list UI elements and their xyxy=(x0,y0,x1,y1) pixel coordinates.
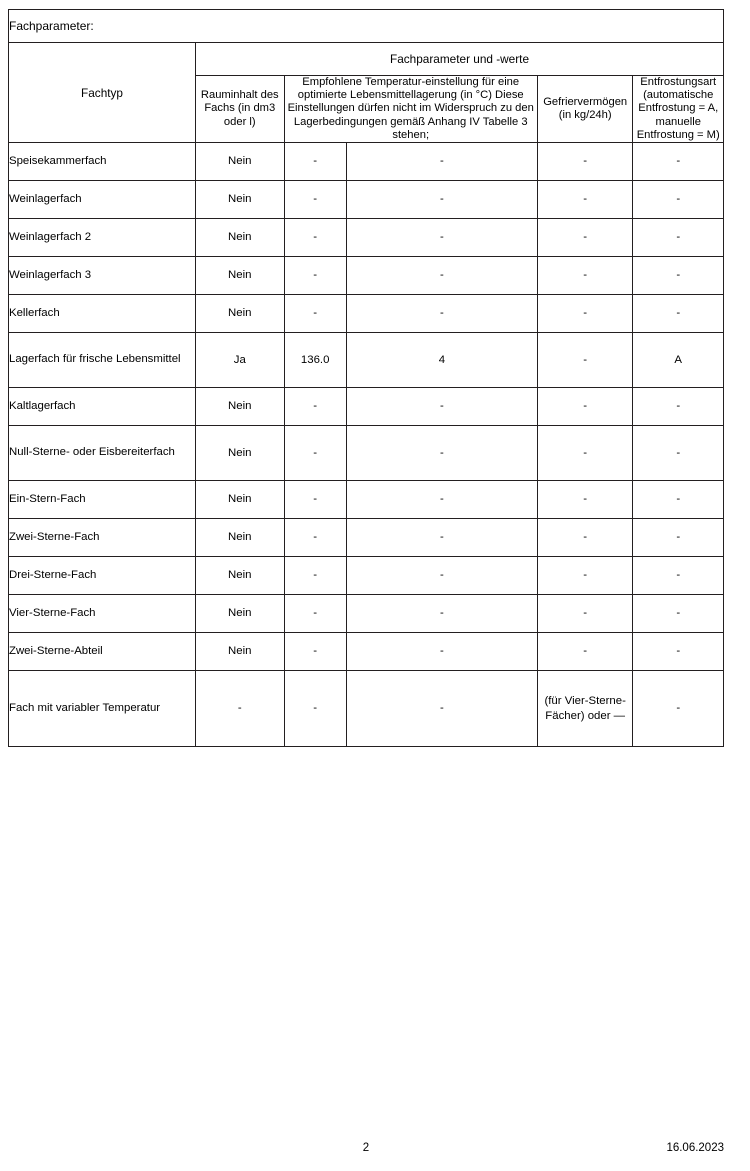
cell-defrost: - xyxy=(633,519,724,557)
cell-freezing: - xyxy=(537,143,633,181)
cell-volume: 136.0 xyxy=(284,333,346,388)
table-group-header-row xyxy=(9,43,724,76)
cell-fachtyp: Speisekammerfach xyxy=(9,143,196,181)
table-title: Fachparameter: xyxy=(9,10,724,43)
cell-temperature: - xyxy=(346,388,537,426)
cell-defrost: - xyxy=(633,481,724,519)
cell-defrost: - xyxy=(633,595,724,633)
cell-defrost: - xyxy=(633,633,724,671)
cell-defrost: A xyxy=(633,333,724,388)
column-group-header: Fachparameter und -werte xyxy=(196,43,724,76)
cell-volume: - xyxy=(284,219,346,257)
cell-temperature: 4 xyxy=(346,333,537,388)
cell-fachtyp: Zwei-Sterne-Abteil xyxy=(9,633,196,671)
cell-volume: - xyxy=(284,426,346,481)
table-row xyxy=(9,595,724,633)
cell-fachtyp: Lagerfach für frische Lebensmittel xyxy=(9,333,196,388)
cell-freezing: (für Vier-Sterne-Fächer) oder — xyxy=(537,671,633,747)
cell-freezing: - xyxy=(537,181,633,219)
cell-freezing: - xyxy=(537,257,633,295)
table-title-row xyxy=(9,10,724,43)
table-row xyxy=(9,181,724,219)
cell-freezing: - xyxy=(537,426,633,481)
cell-fachtyp: Ein-Stern-Fach xyxy=(9,481,196,519)
cell-present: Nein xyxy=(196,388,284,426)
cell-temperature: - xyxy=(346,519,537,557)
cell-defrost: - xyxy=(633,143,724,181)
cell-present: Nein xyxy=(196,219,284,257)
cell-fachtyp: Kaltlagerfach xyxy=(9,388,196,426)
cell-present: Nein xyxy=(196,426,284,481)
cell-freezing: - xyxy=(537,481,633,519)
cell-fachtyp: Vier-Sterne-Fach xyxy=(9,595,196,633)
cell-defrost: - xyxy=(633,388,724,426)
fachparameter-table xyxy=(8,9,724,747)
cell-present: Nein xyxy=(196,481,284,519)
table-row xyxy=(9,143,724,181)
table-row xyxy=(9,426,724,481)
cell-volume: - xyxy=(284,519,346,557)
cell-temperature: - xyxy=(346,219,537,257)
cell-fachtyp: Drei-Sterne-Fach xyxy=(9,557,196,595)
cell-defrost: - xyxy=(633,219,724,257)
cell-freezing: - xyxy=(537,333,633,388)
cell-volume: - xyxy=(284,295,346,333)
cell-fachtyp: Zwei-Sterne-Fach xyxy=(9,519,196,557)
table-row xyxy=(9,519,724,557)
cell-temperature: - xyxy=(346,295,537,333)
table-row xyxy=(9,481,724,519)
cell-present: Nein xyxy=(196,633,284,671)
cell-temperature: - xyxy=(346,426,537,481)
cell-fachtyp: Kellerfach xyxy=(9,295,196,333)
table-row xyxy=(9,295,724,333)
cell-temperature: - xyxy=(346,595,537,633)
cell-fachtyp: Weinlagerfach 2 xyxy=(9,219,196,257)
cell-temperature: - xyxy=(346,557,537,595)
cell-volume: - xyxy=(284,388,346,426)
cell-volume: - xyxy=(284,257,346,295)
cell-freezing: - xyxy=(537,295,633,333)
cell-volume: - xyxy=(284,595,346,633)
cell-defrost: - xyxy=(633,295,724,333)
cell-volume: - xyxy=(284,557,346,595)
cell-temperature: - xyxy=(346,633,537,671)
page-number: 2 xyxy=(362,1142,370,1154)
cell-temperature: - xyxy=(346,257,537,295)
cell-volume: - xyxy=(284,181,346,219)
table-row xyxy=(9,557,724,595)
cell-freezing: - xyxy=(537,519,633,557)
cell-present: Nein xyxy=(196,519,284,557)
cell-temperature: - xyxy=(346,481,537,519)
cell-defrost: - xyxy=(633,181,724,219)
cell-fachtyp: Weinlagerfach 3 xyxy=(9,257,196,295)
column-header-defrost: Entfrostungsart (automatische Entfrostung = A, manuelle Entfrostung = M) xyxy=(633,76,724,143)
cell-present: Nein xyxy=(196,595,284,633)
cell-volume: - xyxy=(284,143,346,181)
cell-freezing: - xyxy=(537,219,633,257)
cell-volume: - xyxy=(284,633,346,671)
page-footer xyxy=(8,1142,724,1160)
cell-defrost: - xyxy=(633,257,724,295)
cell-present: Nein xyxy=(196,181,284,219)
cell-present: - xyxy=(196,671,284,747)
cell-defrost: - xyxy=(633,557,724,595)
spec-table-wrapper xyxy=(8,9,724,747)
cell-volume: - xyxy=(284,671,346,747)
cell-fachtyp: Null-Sterne- oder Eisbereiterfach xyxy=(9,426,196,481)
cell-defrost: - xyxy=(633,671,724,747)
table-row xyxy=(9,388,724,426)
table-row xyxy=(9,671,724,747)
table-row xyxy=(9,633,724,671)
cell-present: Nein xyxy=(196,295,284,333)
cell-present: Nein xyxy=(196,143,284,181)
column-header-fachtyp: Fachtyp xyxy=(9,43,196,143)
cell-present: Ja xyxy=(196,333,284,388)
cell-fachtyp: Fach mit variabler Temperatur xyxy=(9,671,196,747)
table-row xyxy=(9,333,724,388)
cell-temperature: - xyxy=(346,181,537,219)
cell-present: Nein xyxy=(196,257,284,295)
column-header-volume: Rauminhalt des Fachs (in dm3 oder l) xyxy=(196,76,284,143)
cell-present: Nein xyxy=(196,557,284,595)
cell-temperature: - xyxy=(346,143,537,181)
cell-freezing: - xyxy=(537,388,633,426)
cell-defrost: - xyxy=(633,426,724,481)
column-header-temperature: Empfohlene Temperatur-einstellung für eine optimierte Lebensmittellagerung (in °C) Diese Einstellungen dürfen nicht im Widerspruch zu den Lagerbedingungen gemäß Anhang IV Tabelle 3 stehen; xyxy=(284,76,537,143)
table-row xyxy=(9,257,724,295)
cell-temperature: - xyxy=(346,671,537,747)
cell-freezing: - xyxy=(537,633,633,671)
cell-volume: - xyxy=(284,481,346,519)
footer-date: 16.06.2023 xyxy=(666,1142,724,1154)
cell-fachtyp: Weinlagerfach xyxy=(9,181,196,219)
column-header-freezing: Gefriervermögen (in kg/24h) xyxy=(537,76,633,143)
cell-freezing: - xyxy=(537,557,633,595)
cell-freezing: - xyxy=(537,595,633,633)
table-row xyxy=(9,219,724,257)
